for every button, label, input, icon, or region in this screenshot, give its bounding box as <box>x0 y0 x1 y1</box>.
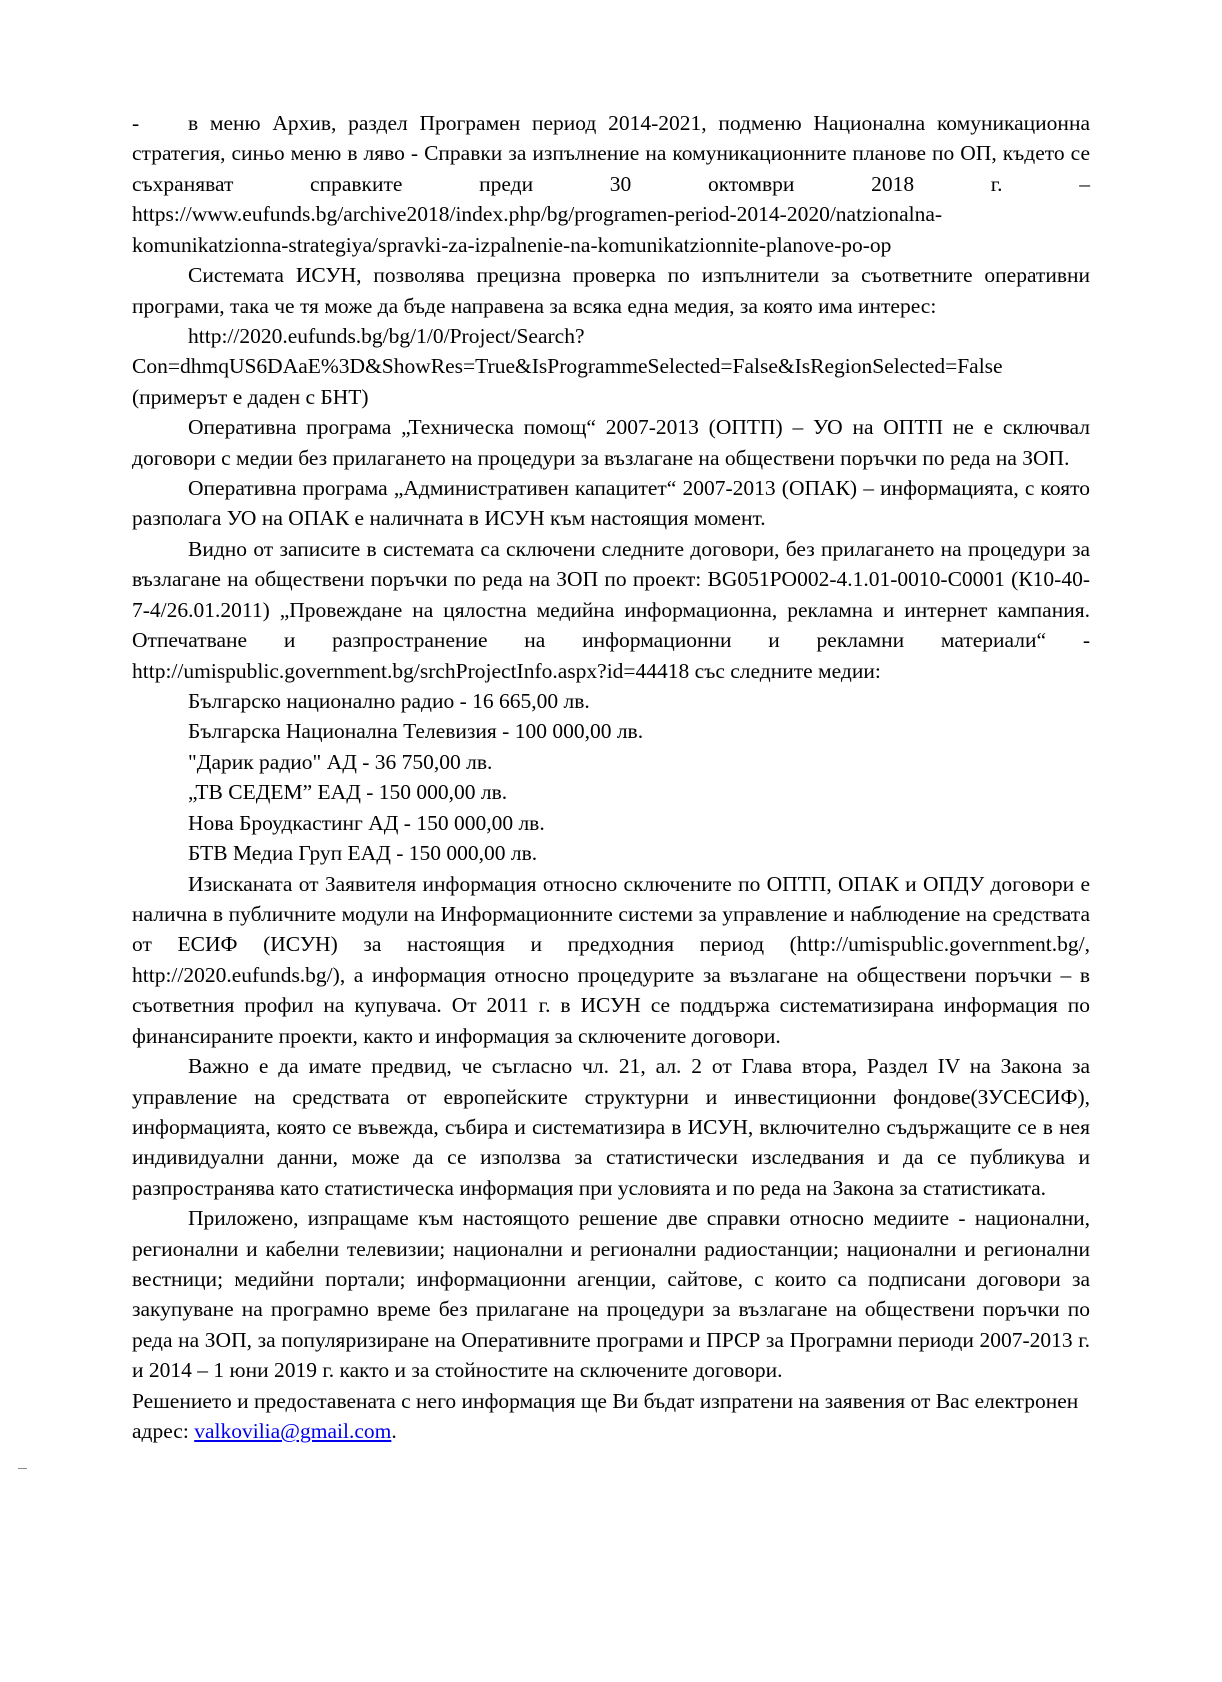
paragraph-media-item-nova: Нова Броудкастинг АД - 150 000,00 лв. <box>188 810 545 835</box>
paragraph-law-reference: Важно е да имате предвид, че съгласно чл. 21, ал. 2 от Глава втора, Раздел IV на Закона за управление на средствата от европейските структурни и инвестиционни фондове(ЗУСЕСИФ), информацията, която се въвежда, събира и систематизира в ИСУН, включително съдържащите се в нея индивидуални данни, може да се използва за статистически изследвания и да се публикува и разпространява като статистическа информация при условията и по реда на Закона за статистиката. <box>132 1054 1090 1200</box>
paragraph-media-item-bnr: Българско национално радио - 16 665,00 лв. <box>188 689 590 714</box>
paragraph-attachments: Приложено, изпращаме към настоящото решение две справки относно медиите - национални, регионални и кабелни телевизии; национални и регионални радиостанции; национални и регионални вестници; медийни портали; информационни агенции, сайтове, с които са подписани договори за закупуване на програмно време без прилагане на процедури за възлагане на обществени поръчки по реда на ЗОП, за популяризиране на Оперативните програми и ПРСР за Програмни периоди 2007-2013 г. и 2014 – 1 юни 2019 г. както и за стойностите на сключените договори. <box>132 1206 1090 1383</box>
paragraph-text: в меню Архив, раздел Програмен период 2014-2021, подменю Национална комуникационна стратегия, синьо меню в ляво - Справки за изпълнение на комуникационните планове по ОП, където се съхраняват справките преди 30 октомври 2018 г. – https://www.eufunds.bg/archive2018/index.php/bg/programen-period-2014-2020/natzionalna-komunikatzionna-strategiya/spravki-za-izpalnenie-na-komunikatzionnite-planove-po-op <box>132 111 1090 257</box>
document-body <box>132 108 1090 1447</box>
paragraph-media-item-btv: БТВ Медиа Груп ЕАД - 150 000,00 лв. <box>188 841 538 866</box>
paragraph-media-item-darik: "Дарик радио" АД - 36 750,00 лв. <box>188 749 493 774</box>
closing-text-after-email: . <box>391 1419 397 1444</box>
paragraph-opak: Оперативна програма „Административен капацитет“ 2007-2013 (ОПАК) – информацията, с която разполага УО на ОПАК е наличната в ИСУН към настоящия момент. <box>132 476 1090 531</box>
paragraph-media-item-bnt: Българска Национална Телевизия - 100 000,00 лв. <box>188 719 644 744</box>
email-link[interactable]: valkovilia@gmail.com <box>194 1419 392 1444</box>
paragraph-isun-url: http://2020.eufunds.bg/bg/1/0/Project/Search?Con=dhmqUS6DAaE%3D&ShowRes=True&IsProgrammeSelected=False&IsRegionSelected=False (примерът е даден с БНТ) <box>132 323 1003 409</box>
paragraph-archive-menu <box>132 108 1090 260</box>
paragraph-closing <box>132 1386 1090 1447</box>
paragraph-media-item-tv7: „ТВ СЕДЕМ” ЕАД - 150 000,00 лв. <box>188 780 508 805</box>
paragraph-isun-search: Системата ИСУН, позволява прецизна проверка по изпълнители за съответните оперативни програми, така че тя може да бъде направена за всяка една медия, за която има интерес: <box>132 263 1090 318</box>
paragraph-contracts-list-intro: Видно от записите в системата са сключени следните договори, без прилагането на процедури за възлагане на обществени поръчки по реда на ЗОП по проект: BG051PO002-4.1.01-0010-C0001 (К10-40-7-4/26.01.2011) „Провеждане на цялостна медийна информационна, рекламна и интернет кампания. Отпечатване и разпространение на информационни и рекламни материали“ - http://umispublic.government.bg/srchProjectInfo.aspx?id=44418 със следните медии: <box>132 536 1090 683</box>
paragraph-requested-info: Изисканата от Заявителя информация относно сключените по ОПТП, ОПАК и ОПДУ договори е налична в публичните модули на Информационните системи за управление и наблюдение на средствата от ЕСИФ (ИСУН) за настоящия и предходния период (http://umispublic.government.bg/, http://2020.eufunds.bg/), а информация относно процедурите за възлагане на обществени поръчки – в съответния профил на купувача. От 2011 г. в ИСУН се поддържа систематизирана информация по финансираните проекти, както и информация за сключените договори. <box>132 871 1090 1048</box>
bullet-dash: - <box>132 111 140 135</box>
paragraph-optp: Оперативна програма „Техническа помощ“ 2007-2013 (ОПТП) – УО на ОПТП не е сключвал договори с медии без прилагането на процедури за възлагане на обществени поръчки по реда на ЗОП. <box>132 415 1090 470</box>
closing-text-before-email: Решението и предоставената с него информация ще Ви бъдат изпратени на заявения от Вас електронен адрес: <box>132 1388 1079 1444</box>
page-edge-mark <box>18 1468 27 1469</box>
